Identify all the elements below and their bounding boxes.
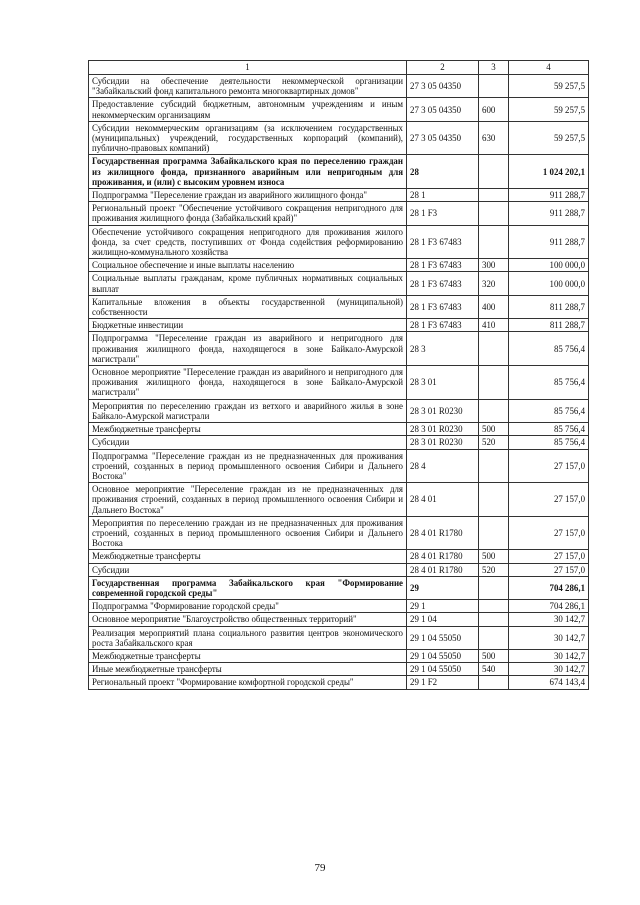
- cell-amount: 85 756,4: [509, 423, 589, 436]
- cell-kind: 600: [479, 98, 509, 121]
- cell-code: 28 3 01: [407, 366, 479, 400]
- cell-code: 29 1 04 55050: [407, 626, 479, 649]
- cell-kind: [479, 449, 509, 483]
- table-row: [89, 423, 589, 436]
- cell-amount: 30 142,7: [509, 626, 589, 649]
- cell-name: Основное мероприятие "Благоустройство общественных территорий": [89, 613, 407, 626]
- table-row: [89, 600, 589, 613]
- table-body: [89, 75, 589, 690]
- cell-kind: 500: [479, 649, 509, 662]
- cell-amount: 30 142,7: [509, 613, 589, 626]
- cell-name: Подпрограмма "Переселение граждан из аварийного и непригодного для проживания жилищного фонда, находящегося в зоне Байкало-Амурской магистрали": [89, 332, 407, 366]
- cell-kind: 500: [479, 423, 509, 436]
- cell-amount: 85 756,4: [509, 332, 589, 366]
- cell-amount: 27 157,0: [509, 483, 589, 517]
- cell-code: 28 1 F3 67483: [407, 259, 479, 272]
- cell-code: 28 1 F3 67483: [407, 319, 479, 332]
- cell-kind: 300: [479, 259, 509, 272]
- cell-kind: [479, 613, 509, 626]
- cell-name: Региональный проект "Формирование комфортной городской среды": [89, 676, 407, 689]
- cell-name: Мероприятия по переселению граждан из ветхого и аварийного жилья в зоне Байкало-Амурской магистрали: [89, 399, 407, 422]
- cell-amount: 27 157,0: [509, 516, 589, 550]
- cell-kind: [479, 399, 509, 422]
- table-row: [89, 366, 589, 400]
- cell-code: 29 1 F2: [407, 676, 479, 689]
- cell-amount: 59 257,5: [509, 98, 589, 121]
- cell-name: Субсидии: [89, 436, 407, 449]
- cell-code: 28 1 F3 67483: [407, 295, 479, 318]
- cell-kind: [479, 155, 509, 189]
- cell-amount: 911 288,7: [509, 225, 589, 259]
- cell-name: Государственная программа Забайкальского края по переселению граждан из жилищного фонда, признанного аварийным или непригодным для проживания, и (или) с высоким уровнем износа: [89, 155, 407, 189]
- cell-kind: 320: [479, 272, 509, 295]
- cell-code: 27 3 05 04350: [407, 98, 479, 121]
- cell-kind: [479, 483, 509, 517]
- cell-code: 29 1 04: [407, 613, 479, 626]
- cell-name: Мероприятия по переселению граждан из не предназначенных для проживания строений, созданных в период промышленного освоения Сибири и Дальнего Востока: [89, 516, 407, 550]
- table-row: [89, 576, 589, 599]
- cell-amount: 674 143,4: [509, 676, 589, 689]
- header-col-code: 2: [407, 61, 479, 75]
- table-row: [89, 676, 589, 689]
- table-row: [89, 626, 589, 649]
- cell-amount: 911 288,7: [509, 189, 589, 202]
- cell-name: Бюджетные инвестиции: [89, 319, 407, 332]
- cell-code: 29 1 04 55050: [407, 663, 479, 676]
- cell-kind: [479, 516, 509, 550]
- cell-code: 28 3 01 R0230: [407, 399, 479, 422]
- cell-kind: 540: [479, 663, 509, 676]
- budget-table: [88, 60, 589, 690]
- cell-kind: [479, 676, 509, 689]
- cell-name: Государственная программа Забайкальского края "Формирование современной городской среды": [89, 576, 407, 599]
- cell-amount: 704 286,1: [509, 576, 589, 599]
- cell-name: Субсидии некоммерческим организациям (за исключением государственных (муниципальных) учреждений, государственных корпораций (компаний), публично-правовых компаний): [89, 121, 407, 155]
- table-row: [89, 399, 589, 422]
- cell-amount: 27 157,0: [509, 563, 589, 576]
- table-row: [89, 202, 589, 225]
- table-row: [89, 98, 589, 121]
- cell-kind: 520: [479, 563, 509, 576]
- cell-amount: 1 024 202,1: [509, 155, 589, 189]
- cell-amount: 59 257,5: [509, 75, 589, 98]
- cell-code: 29 1: [407, 600, 479, 613]
- cell-code: 28 4 01: [407, 483, 479, 517]
- cell-name: Основное мероприятие "Переселение граждан из не предназначенных для проживания строений, созданных в период промышленного освоения Сибири и Дальнего Востока": [89, 483, 407, 517]
- table-row: [89, 155, 589, 189]
- cell-name: Региональный проект "Обеспечение устойчивого сокращения непригодного для проживания жилищного фонда (Забайкальский край)": [89, 202, 407, 225]
- table-header-row: [89, 61, 589, 75]
- table-row: [89, 75, 589, 98]
- table-row: [89, 550, 589, 563]
- cell-kind: 410: [479, 319, 509, 332]
- table-row: [89, 649, 589, 662]
- cell-code: 28: [407, 155, 479, 189]
- cell-amount: 27 157,0: [509, 550, 589, 563]
- header-col-amount: 4: [509, 61, 589, 75]
- page-number: 79: [314, 862, 326, 874]
- cell-amount: 100 000,0: [509, 272, 589, 295]
- table-row: [89, 225, 589, 259]
- table-row: [89, 295, 589, 318]
- cell-code: 28 4 01 R1780: [407, 516, 479, 550]
- cell-name: Субсидии на обеспечение деятельности некоммерческой организации "Забайкальский фонд капитального ремонта многоквартирных домов": [89, 75, 407, 98]
- table-row: [89, 663, 589, 676]
- table-row: [89, 516, 589, 550]
- cell-code: 28 3 01 R0230: [407, 436, 479, 449]
- header-col-kind: 3: [479, 61, 509, 75]
- cell-name: Капитальные вложения в объекты государственной (муниципальной) собственности: [89, 295, 407, 318]
- table-row: [89, 449, 589, 483]
- cell-amount: 100 000,0: [509, 259, 589, 272]
- cell-kind: 520: [479, 436, 509, 449]
- table-row: [89, 563, 589, 576]
- cell-name: Межбюджетные трансферты: [89, 649, 407, 662]
- cell-code: 27 3 05 04350: [407, 121, 479, 155]
- table-row: [89, 272, 589, 295]
- cell-kind: [479, 600, 509, 613]
- cell-name: Иные межбюджетные трансферты: [89, 663, 407, 676]
- cell-amount: 704 286,1: [509, 600, 589, 613]
- cell-kind: 400: [479, 295, 509, 318]
- cell-code: 28 4 01 R1780: [407, 550, 479, 563]
- cell-amount: 30 142,7: [509, 663, 589, 676]
- cell-name: Подпрограмма "Формирование городской среды": [89, 600, 407, 613]
- cell-name: Субсидии: [89, 563, 407, 576]
- cell-code: 28 1 F3 67483: [407, 272, 479, 295]
- cell-kind: [479, 366, 509, 400]
- table-row: [89, 436, 589, 449]
- cell-kind: [479, 332, 509, 366]
- cell-kind: [479, 75, 509, 98]
- table-row: [89, 319, 589, 332]
- cell-kind: [479, 576, 509, 599]
- cell-amount: 85 756,4: [509, 366, 589, 400]
- cell-amount: 59 257,5: [509, 121, 589, 155]
- cell-code: 28 1 F3: [407, 202, 479, 225]
- cell-kind: 500: [479, 550, 509, 563]
- cell-name: Социальное обеспечение и иные выплаты населению: [89, 259, 407, 272]
- cell-code: 28 3: [407, 332, 479, 366]
- cell-code: 28 1 F3 67483: [407, 225, 479, 259]
- table-row: [89, 483, 589, 517]
- cell-amount: 911 288,7: [509, 202, 589, 225]
- cell-amount: 811 288,7: [509, 295, 589, 318]
- cell-name: Подпрограмма "Переселение граждан из аварийного жилищного фонда": [89, 189, 407, 202]
- cell-name: Подпрограмма "Переселение граждан из не предназначенных для проживания строений, созданных в период промышленного освоения Сибири и Дальнего Востока": [89, 449, 407, 483]
- cell-kind: [479, 202, 509, 225]
- cell-name: Реализация мероприятий плана социального развития центров экономического роста Забайкальского края: [89, 626, 407, 649]
- cell-code: 29 1 04 55050: [407, 649, 479, 662]
- cell-name: Социальные выплаты гражданам, кроме публичных нормативных социальных выплат: [89, 272, 407, 295]
- cell-amount: 85 756,4: [509, 399, 589, 422]
- table-row: [89, 259, 589, 272]
- table-row: [89, 332, 589, 366]
- table-row: [89, 189, 589, 202]
- cell-code: 28 4: [407, 449, 479, 483]
- cell-code: 27 3 05 04350: [407, 75, 479, 98]
- cell-kind: [479, 189, 509, 202]
- cell-name: Основное мероприятие "Переселение граждан из аварийного и непригодного для проживания жилищного фонда, находящегося в зоне Байкало-Амурской магистрали": [89, 366, 407, 400]
- cell-amount: 85 756,4: [509, 436, 589, 449]
- cell-name: Межбюджетные трансферты: [89, 550, 407, 563]
- cell-name: Обеспечение устойчивого сокращения непригодного для проживания жилого фонда, за счет средств, поступивших от Фонда содействия реформированию жилищно-коммунального хозяйства: [89, 225, 407, 259]
- cell-name: Межбюджетные трансферты: [89, 423, 407, 436]
- cell-code: 28 3 01 R0230: [407, 423, 479, 436]
- cell-code: 29: [407, 576, 479, 599]
- header-col-name: 1: [89, 61, 407, 75]
- cell-kind: 630: [479, 121, 509, 155]
- table-row: [89, 613, 589, 626]
- cell-amount: 27 157,0: [509, 449, 589, 483]
- cell-kind: [479, 626, 509, 649]
- cell-kind: [479, 225, 509, 259]
- cell-amount: 811 288,7: [509, 319, 589, 332]
- cell-amount: 30 142,7: [509, 649, 589, 662]
- table-row: [89, 121, 589, 155]
- cell-code: 28 1: [407, 189, 479, 202]
- cell-name: Предоставление субсидий бюджетным, автономным учреждениям и иным некоммерческим организациям: [89, 98, 407, 121]
- cell-code: 28 4 01 R1780: [407, 563, 479, 576]
